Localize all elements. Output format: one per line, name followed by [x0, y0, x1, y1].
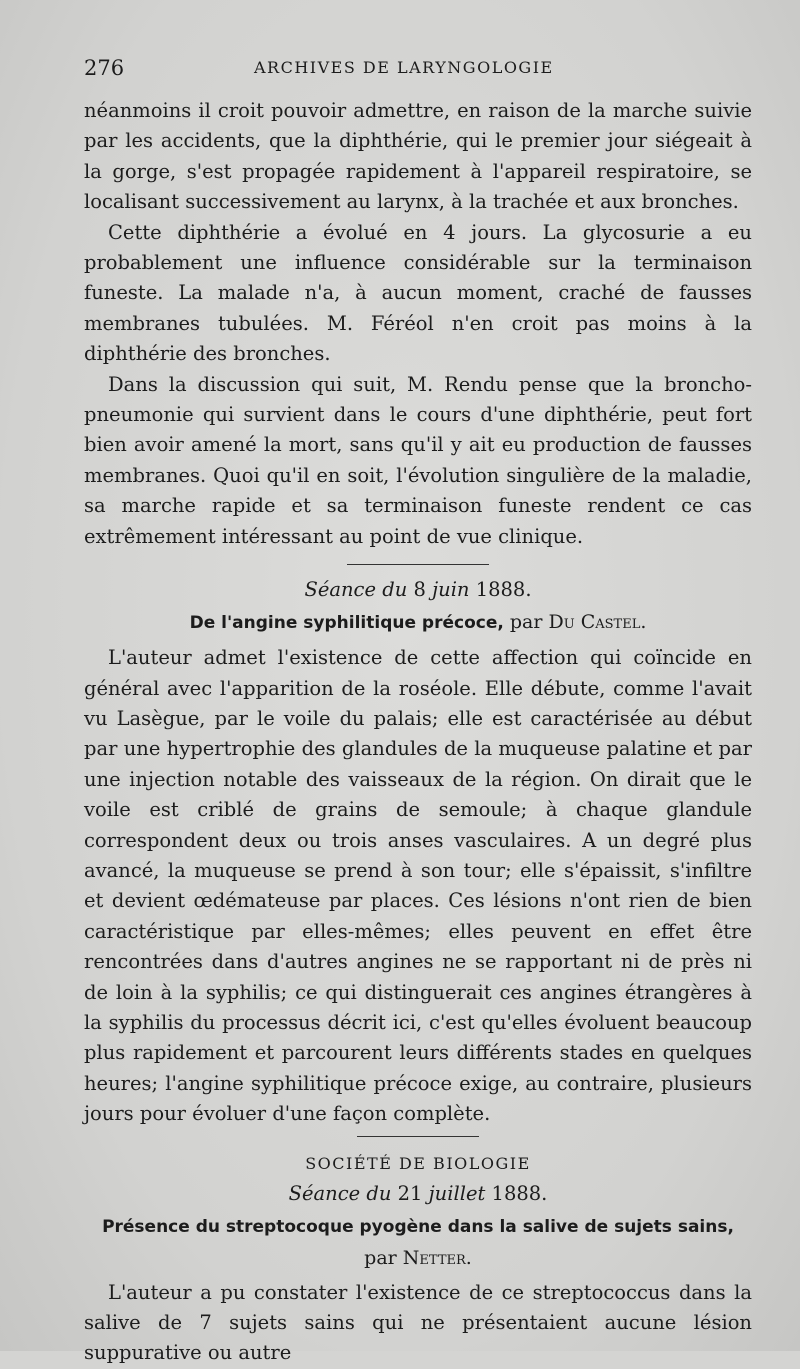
article-by: par [364, 1246, 397, 1269]
running-head: ARCHIVES DE LARYNGOLOGIE [254, 58, 554, 77]
society-heading: SOCIÉTÉ DE BIOLOGIE [305, 1153, 531, 1173]
session-month: juillet [428, 1181, 486, 1205]
paragraph-diphtheria-evolution: Cette diphthérie a évolué en 4 jours. La glycosurie a eu probablement une influence considérable sur la terminaison funeste. La malade n'a, à aucun moment, craché de fausses membranes tubulées. M. Féréol n'en croit pas moins à la diphthérie des bronches. [84, 220, 752, 366]
session-year: 1888. [475, 578, 532, 602]
session-day: 21 [397, 1181, 423, 1205]
page-number: 276 [84, 56, 125, 80]
session-label: Séance du [304, 578, 408, 602]
session-heading-june [84, 575, 752, 605]
session-year: 1888. [491, 1181, 548, 1205]
section-divider [357, 1136, 479, 1137]
article-title-streptocoque [84, 1211, 752, 1274]
paragraph-angine-description: L'auteur admet l'existence de cette affection qui coïncide en général avec l'apparition de la roséole. Elle débute, comme l'avait vu Lasègue, par le voile du palais; elle est caractérisée au début par une hypertrophie des glandules de la muqueuse palatine et par une injection notable des vaisseaux de la région. On dirait que le voile est criblé de grains de semoule; à chaque glandule correspondent deux ou trois anses vasculaires. A un degré plus avancé, la muqueuse se prend à son tour; elle s'épaissit, s'infiltre et devient œdémateuse par places. Ces lésions n'ont rien de bien caractéristique par elles-mêmes; elles peuvent en effet être rencontrées dans d'autres angines ne se rapportant ni de près ni de loin à la syphilis; ce qui distinguerait ces angines étrangères à la syphilis du processus décrit ici, c'est qu'elles évoluent beaucoup plus rapidement et parcourent leurs différents stades en quelques heures; l'angine syphilitique précoce exige, au contraire, plusieurs jours pour évoluer d'une façon complète. [84, 646, 752, 1126]
article-title-angine [84, 607, 752, 639]
session-day: 8 [413, 578, 426, 602]
article-author: Du Castel. [548, 611, 647, 634]
section-divider [347, 564, 489, 565]
paragraph-discussion: Dans la discussion qui suit, M. Rendu pense que la broncho-pneumonie qui survient dans le cours d'une diphthérie, peut fort bien avoir amené la mort, sans qu'il y ait eu production de fausses membranes. Quoi qu'il en soit, l'évolution singulière de la maladie, sa marche rapide et sa terminaison funeste rendent ce cas extrêmement intéressant au point de vue clinique. [84, 372, 752, 548]
paragraph-streptococcus: L'auteur a pu constater l'existence de ce streptococcus dans la salive de 7 sujets sains qui ne présentaient aucune lésion suppurative ou autre [84, 1280, 752, 1365]
page-body [84, 96, 752, 1369]
paragraph-diphtheria-continued: néanmoins il croit pouvoir admettre, en raison de la marche suivie par les accidents, que la diphthérie, qui le premier jour siégeait à la gorge, s'est propagée rapidement à l'appareil respiratoire, se localisant successivement au larynx, à la trachée et aux bronches. [84, 99, 752, 214]
session-heading-july [84, 1179, 752, 1209]
article-title: De l'angine syphilitique précoce, [189, 613, 504, 634]
page-header [84, 56, 764, 86]
session-month: juin [432, 578, 470, 602]
session-label: Séance du [288, 1181, 392, 1205]
article-author: Netter. [402, 1246, 472, 1269]
article-title: Présence du streptocoque pyogène dans la salive de sujets sains, [102, 1216, 734, 1237]
article-by: par [509, 611, 543, 634]
